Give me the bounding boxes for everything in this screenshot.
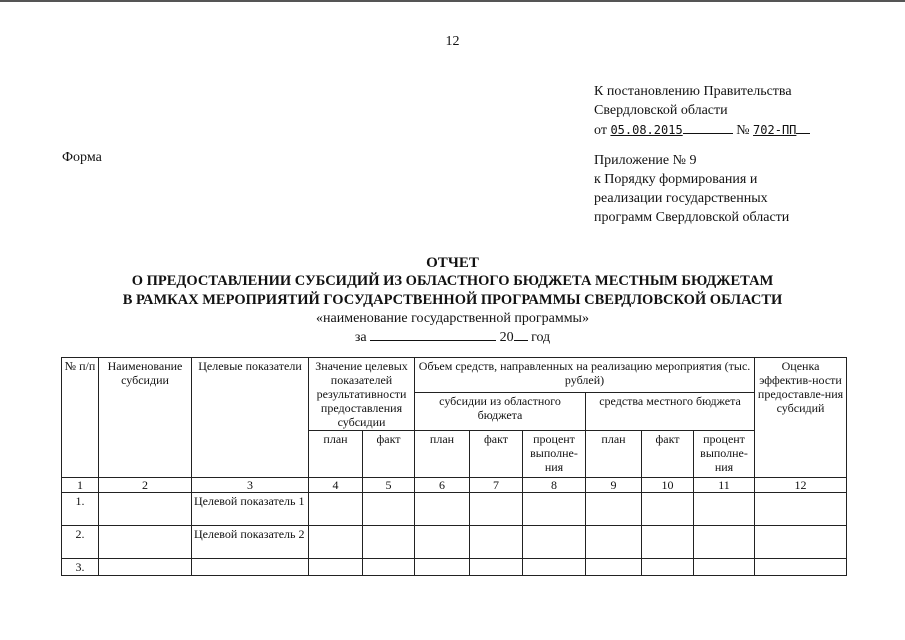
appendix-line-2: к Порядку формирования и: [594, 172, 758, 187]
program-name-placeholder: «наименование государственной программы»: [316, 311, 589, 326]
empty-cell: [642, 559, 694, 576]
column-number: 3: [192, 478, 309, 493]
report-subtitle-1: О ПРЕДОСТАВЛЕНИИ СУБСИДИЙ ИЗ ОБЛАСТНОГО БЮДЖЕТА МЕСТНЫМ БЮДЖЕТАМ: [131, 273, 774, 289]
report-subtitle-2: В РАМКАХ МЕРОПРИЯТИЙ ГОСУДАРСТВЕННОЙ ПРОГРАММЫ СВЕРДЛОВСКОЙ ОБЛАСТИ: [122, 292, 783, 308]
header-regional-plan: план: [415, 431, 470, 478]
empty-cell: [309, 559, 363, 576]
row-indicator: [192, 559, 309, 576]
column-number: 10: [642, 478, 694, 493]
row-indicator: Целевой показатель 2: [192, 526, 309, 559]
empty-cell: [523, 526, 586, 559]
column-number: 1: [62, 478, 99, 493]
decree-from-label: от: [594, 123, 607, 138]
column-number: 5: [363, 478, 415, 493]
empty-cell: [309, 526, 363, 559]
empty-cell: [470, 559, 523, 576]
period-suffix: год: [531, 330, 551, 345]
empty-cell: [363, 526, 415, 559]
column-number: 12: [755, 478, 847, 493]
empty-cell: [694, 526, 755, 559]
decree-number: 702-ПП: [753, 123, 797, 137]
table-row: [62, 493, 847, 526]
header-col-local-budget: средства местного бюджета: [586, 393, 755, 431]
column-number: 2: [99, 478, 192, 493]
column-number: 11: [694, 478, 755, 493]
period-year-blank: [514, 327, 528, 341]
empty-cell: [755, 559, 847, 576]
scan-top-border: [0, 0, 905, 2]
period-blank: [370, 327, 496, 341]
row-subsidy-name-cell: [99, 559, 192, 576]
column-number: 4: [309, 478, 363, 493]
header-local-plan: план: [586, 431, 642, 478]
period-year: 20: [499, 330, 514, 345]
row-indicator: Целевой показатель 1: [192, 493, 309, 526]
appendix-line-4: программ Свердловской области: [594, 210, 790, 225]
header-row-1: [62, 358, 847, 393]
report-title: ОТЧЕТ: [426, 255, 479, 271]
row-subsidy-name-cell: [99, 526, 192, 559]
empty-cell: [523, 493, 586, 526]
page-number: 12: [445, 34, 460, 49]
appendix-line-1: Приложение № 9: [594, 153, 697, 168]
empty-cell: [523, 559, 586, 576]
empty-cell: [363, 493, 415, 526]
empty-cell: [586, 493, 642, 526]
subsidy-report-table: [61, 357, 847, 576]
column-number: 7: [470, 478, 523, 493]
header-col-number: № п/п: [62, 358, 99, 478]
empty-cell: [415, 493, 470, 526]
header-local-percent: процент выполне-ния: [694, 431, 755, 478]
empty-cell: [415, 526, 470, 559]
row-number: 2.: [62, 526, 99, 559]
empty-cell: [309, 493, 363, 526]
empty-cell: [694, 493, 755, 526]
decree-date: 05.08.2015: [610, 123, 683, 137]
empty-cell: [363, 559, 415, 576]
form-label: Форма: [62, 150, 102, 165]
header-col-target-indicators: Целевые показатели: [192, 358, 309, 478]
appendix-line-3: реализации государственных: [594, 191, 768, 206]
empty-cell: [586, 559, 642, 576]
appendix-reference: [594, 151, 854, 227]
decree-line-2: Свердловской области: [594, 103, 728, 118]
empty-cell: [470, 493, 523, 526]
header-col-funding-volume: Объем средств, направленных на реализацию мероприятия (тыс. рублей): [415, 358, 755, 393]
header-values-plan: план: [309, 431, 363, 478]
column-number: 9: [586, 478, 642, 493]
header-local-fact: факт: [642, 431, 694, 478]
empty-cell: [586, 526, 642, 559]
row-subsidy-name-cell: [99, 493, 192, 526]
header-col-regional-subsidy: субсидии из областного бюджета: [415, 393, 586, 431]
header-col-efficiency: Оценка эффектив-ности предоставле-ния субсидий: [755, 358, 847, 478]
report-title-block: [0, 254, 905, 347]
period-prefix: за: [354, 330, 367, 345]
column-number: 6: [415, 478, 470, 493]
header-regional-fact: факт: [470, 431, 523, 478]
decree-reference: [594, 82, 810, 140]
table-row: [62, 559, 847, 576]
row-number: 3.: [62, 559, 99, 576]
empty-cell: [694, 559, 755, 576]
empty-cell: [755, 526, 847, 559]
decree-number-label: №: [736, 123, 750, 138]
decree-line-1: К постановлению Правительства: [594, 84, 792, 99]
column-number: 8: [523, 478, 586, 493]
header-regional-percent: процент выполне-ния: [523, 431, 586, 478]
empty-cell: [755, 493, 847, 526]
column-number-row: [62, 478, 847, 493]
decree-date-line: [594, 120, 810, 140]
row-number: 1.: [62, 493, 99, 526]
header-values-fact: факт: [363, 431, 415, 478]
table-row: [62, 526, 847, 559]
report-period: [0, 327, 905, 347]
empty-cell: [642, 493, 694, 526]
header-col-indicator-values: Значение целевых показателей результативности предоставления субсидии: [309, 358, 415, 431]
empty-cell: [470, 526, 523, 559]
header-col-subsidy-name: Наименование субсидии: [99, 358, 192, 478]
decree-date-underline: [683, 120, 733, 134]
empty-cell: [642, 526, 694, 559]
empty-cell: [415, 559, 470, 576]
decree-number-underline: [796, 120, 810, 134]
